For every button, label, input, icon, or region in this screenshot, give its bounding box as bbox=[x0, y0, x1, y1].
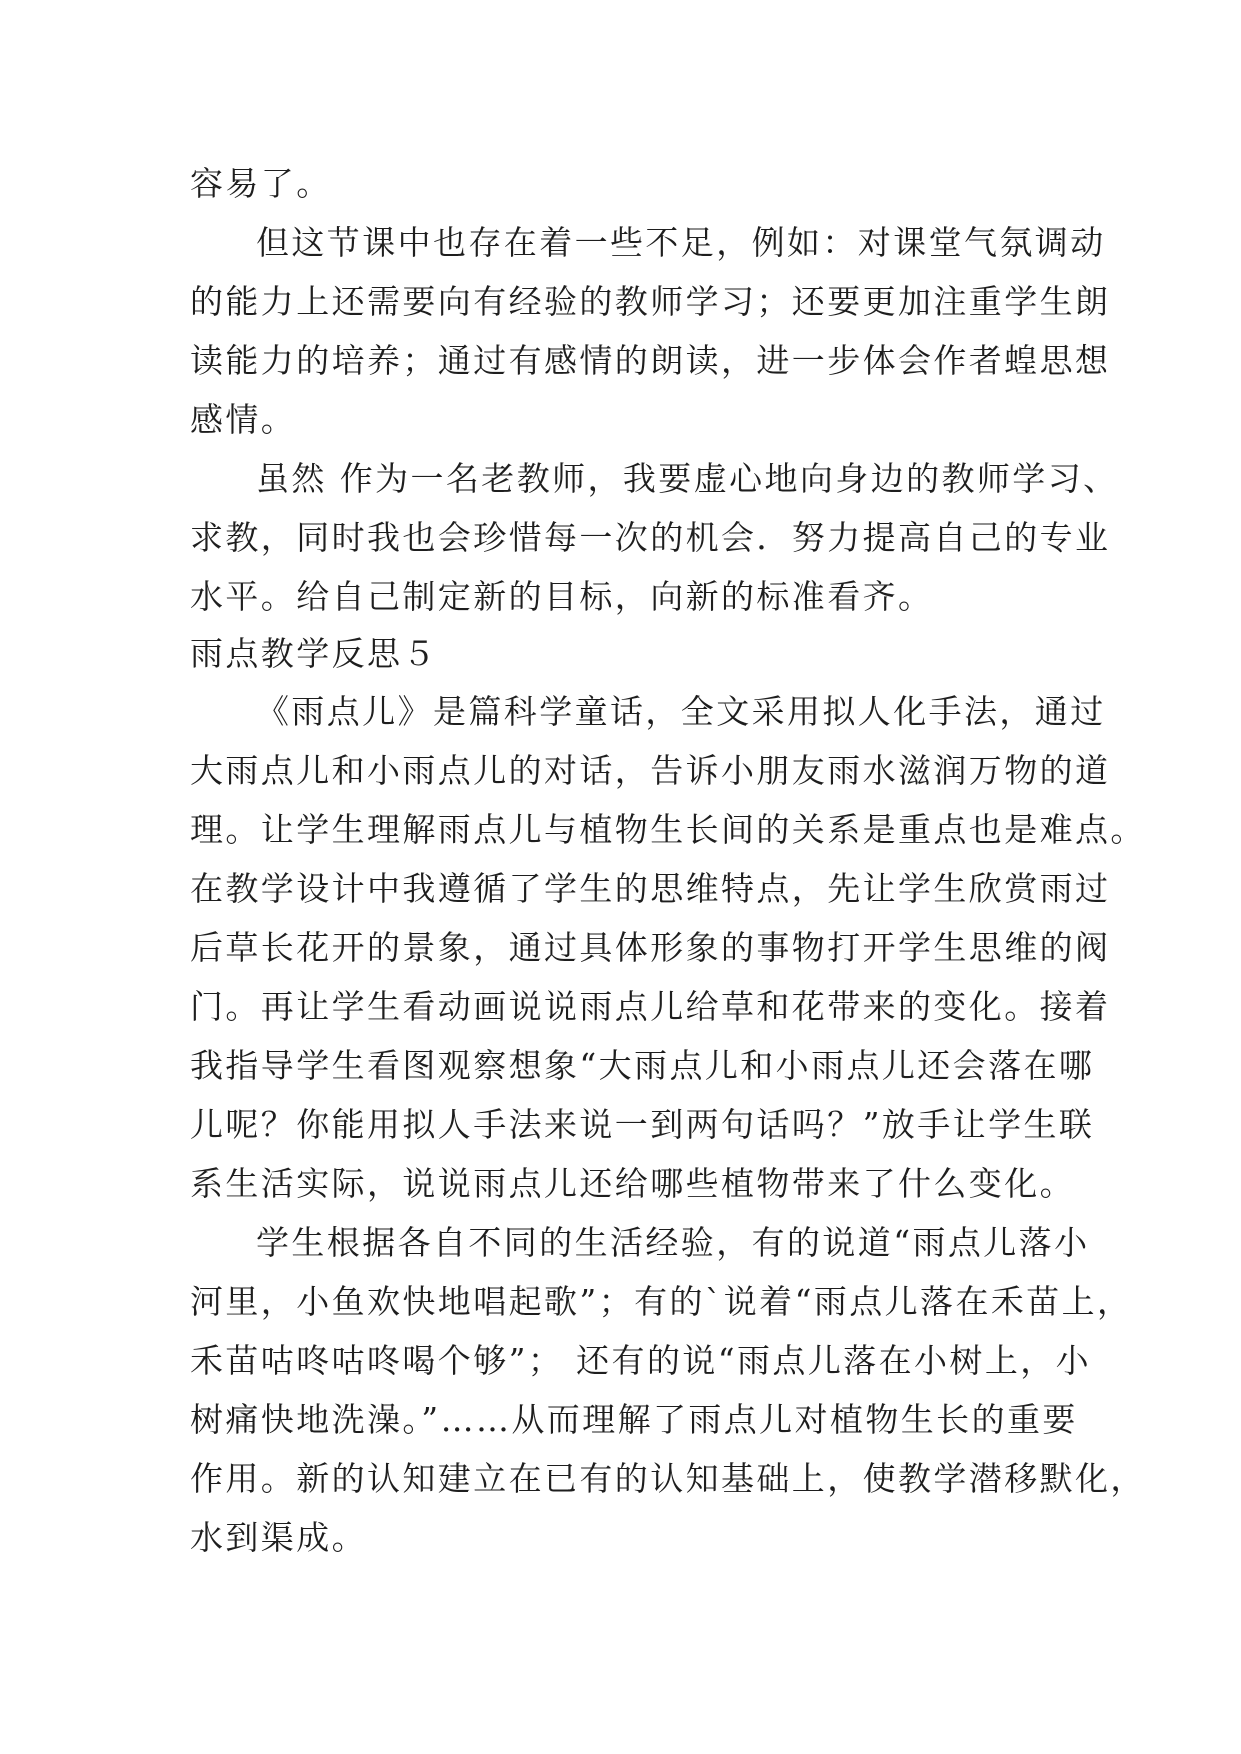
paragraph-line: 系生活实际，说说雨点儿还给哪些植物带来了什么变化。 bbox=[190, 1164, 1075, 1203]
paragraph-line: 河里，小鱼欢快地唱起歌”；有的`说着“雨点儿落在禾苗上， bbox=[190, 1282, 1133, 1321]
paragraph-line: 学生根据各自不同的生活经验，有的说道“雨点儿落小 bbox=[256, 1223, 1090, 1262]
paragraph-line: 《雨点儿》是篇科学童话，全文采用拟人化手法，通过 bbox=[256, 692, 1106, 731]
paragraph-line: 理。让学生理解雨点儿与植物生长间的关系是重点也是难点。 bbox=[190, 810, 1146, 849]
paragraph-line: 水到渠成。 bbox=[190, 1518, 367, 1557]
paragraph-line: 虽然 作为一名老教师，我要虚心地向身边的教师学习、 bbox=[256, 459, 1119, 498]
paragraph-line: 树痛快地洗澡。”……从而理解了雨点儿对植物生长的重要 bbox=[190, 1400, 1078, 1439]
paragraph-line: 水平。给自己制定新的目标，向新的标准看齐。 bbox=[190, 577, 934, 616]
paragraph-line: 在教学设计中我遵循了学生的思维特点，先让学生欣赏雨过 bbox=[190, 869, 1111, 908]
paragraph-line: 禾苗咕咚咕咚喝个够”； 还有的说“雨点儿落在小树上，小 bbox=[190, 1341, 1092, 1380]
paragraph-line: 感情。 bbox=[190, 400, 297, 439]
paragraph-line: 求教，同时我也会珍惜每一次的机会．努力提高自己的专业 bbox=[190, 518, 1111, 557]
paragraph-line: 大雨点儿和小雨点儿的对话，告诉小朋友雨水滋润万物的道 bbox=[190, 751, 1111, 790]
section-heading: 雨点教学反思５ bbox=[190, 634, 438, 673]
paragraph-line: 容易了。 bbox=[190, 164, 332, 203]
document-body bbox=[190, 154, 1146, 1567]
paragraph-line: 读能力的培养；通过有感情的朗读，进一步体会作者蝗思想 bbox=[190, 341, 1111, 380]
paragraph-line: 门。再让学生看动画说说雨点儿给草和花带来的变化。接着 bbox=[190, 987, 1111, 1026]
paragraph-line: 的能力上还需要向有经验的教师学习；还要更加注重学生朗 bbox=[190, 282, 1111, 321]
paragraph-line: 儿呢？你能用拟人手法来说一到两句话吗？”放手让学生联 bbox=[190, 1105, 1095, 1144]
paragraph-line: 我指导学生看图观察想象“大雨点儿和小雨点儿还会落在哪 bbox=[190, 1046, 1095, 1085]
paragraph-line: 但这节课中也存在着一些不足，例如：对课堂气氛调动 bbox=[256, 223, 1106, 262]
paragraph-line: 后草长花开的景象，通过具体形象的事物打开学生思维的阀 bbox=[190, 928, 1111, 967]
paragraph-line: 作用。新的认知建立在已有的认知基础上，使教学潜移默化， bbox=[190, 1459, 1146, 1498]
